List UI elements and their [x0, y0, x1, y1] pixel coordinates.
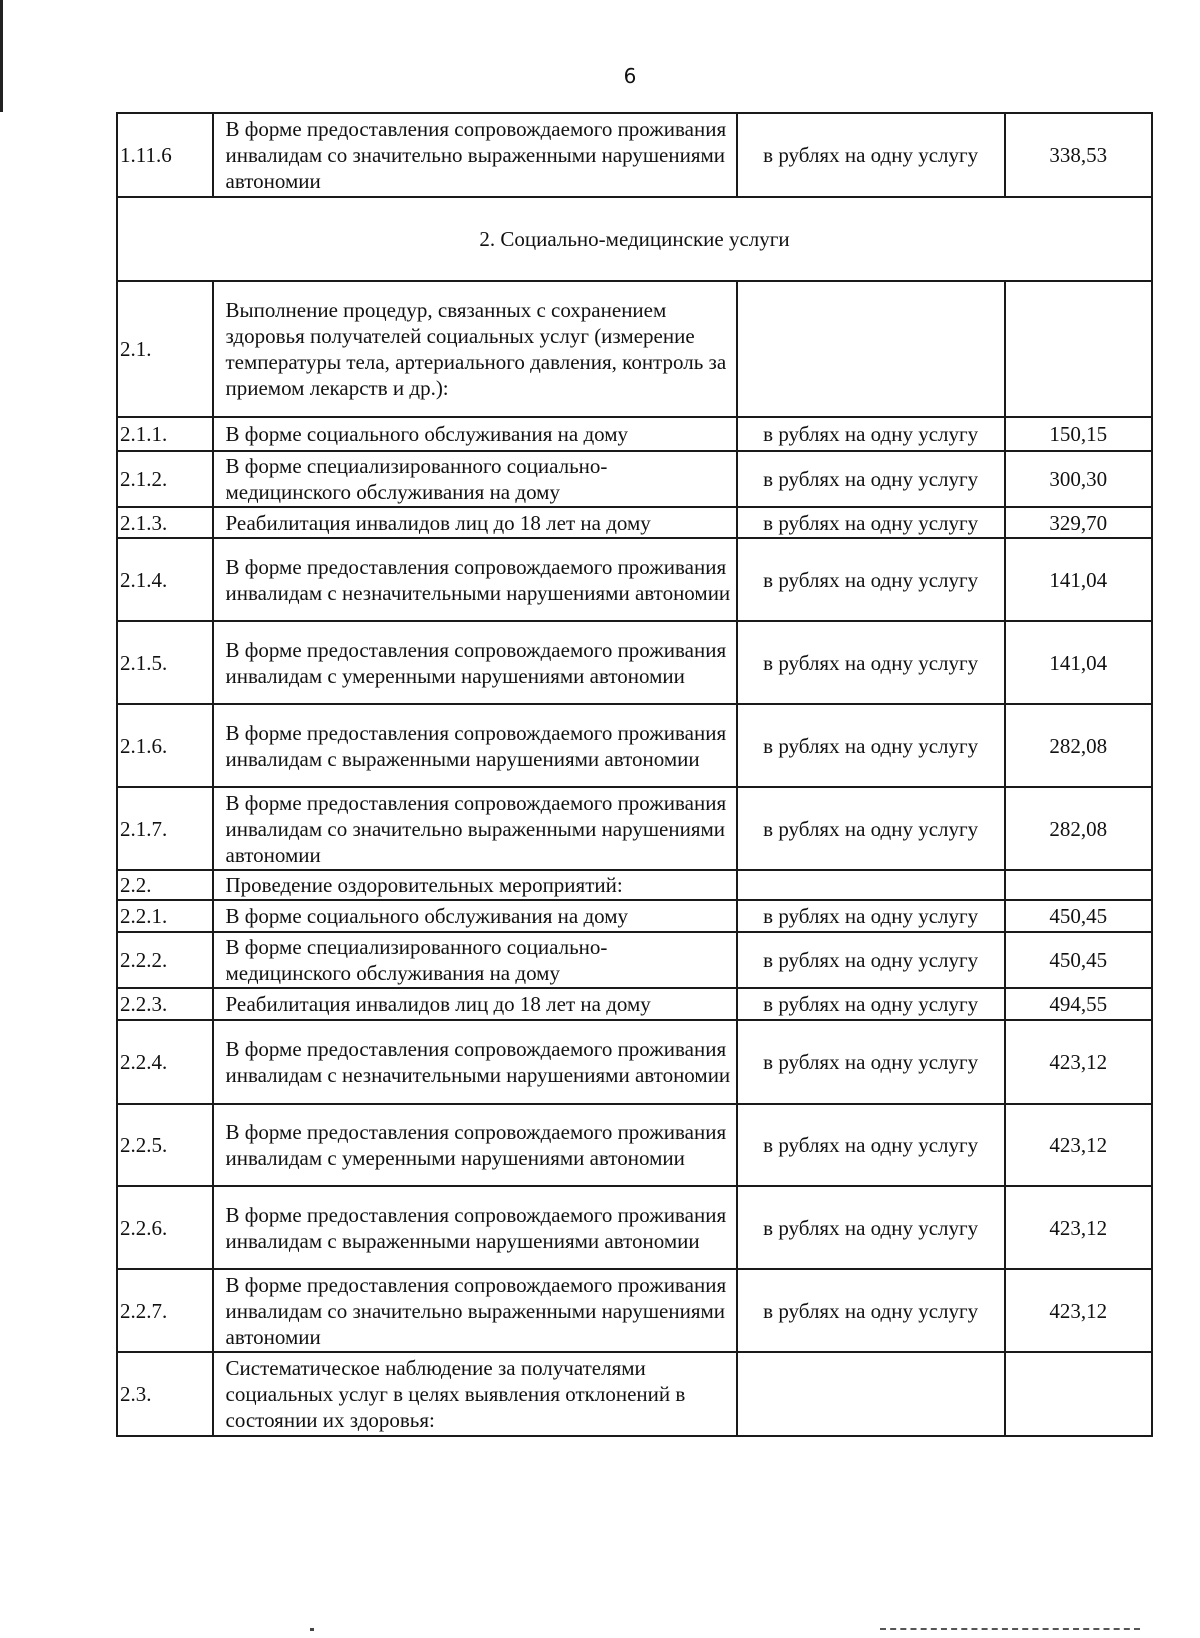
row-value: 141,04: [1005, 621, 1152, 704]
row-value: 141,04: [1005, 538, 1152, 621]
table-row: [117, 1186, 1152, 1269]
row-number: 2.2.1.: [117, 900, 213, 932]
row-number: 2.1.7.: [117, 787, 213, 870]
row-value: [1005, 1352, 1152, 1436]
row-value: 329,70: [1005, 507, 1152, 538]
row-value: 423,12: [1005, 1186, 1152, 1269]
table-body: [117, 113, 1152, 1436]
table-row: [117, 1269, 1152, 1352]
row-number: 2.1.2.: [117, 451, 213, 507]
table-row: [117, 1104, 1152, 1186]
row-description: В форме предоставления сопровождаемого проживания инвалидам с незначительными нарушениями автономии: [213, 538, 737, 621]
row-unit: в рублях на одну услугу: [737, 988, 1005, 1020]
table-row: [117, 900, 1152, 932]
table-row: [117, 417, 1152, 451]
scan-edge-mark: [0, 0, 3, 112]
row-description: В форме предоставления сопровождаемого проживания инвалидам с умеренными нарушениями автономии: [213, 1104, 737, 1186]
row-number: 1.11.6: [117, 113, 213, 197]
row-number: 2.2.5.: [117, 1104, 213, 1186]
row-number: 2.2.6.: [117, 1186, 213, 1269]
table-row: [117, 621, 1152, 704]
row-description: Реабилитация инвалидов лиц до 18 лет на дому: [213, 988, 737, 1020]
row-description: В форме предоставления сопровождаемого проживания инвалидам со значительно выраженными нарушениями автономии: [213, 787, 737, 870]
row-number: 2.3.: [117, 1352, 213, 1436]
row-unit: в рублях на одну услугу: [737, 1020, 1005, 1104]
row-unit: в рублях на одну услугу: [737, 1104, 1005, 1186]
row-description: В форме предоставления сопровождаемого проживания инвалидам со значительно выраженными нарушениями автономии: [213, 113, 737, 197]
page-number: 6: [623, 64, 637, 88]
row-description: Реабилитация инвалидов лиц до 18 лет на дому: [213, 507, 737, 538]
table-row: [117, 932, 1152, 988]
row-description: В форме социального обслуживания на дому: [213, 900, 737, 932]
row-unit: в рублях на одну услугу: [737, 932, 1005, 988]
row-value: [1005, 870, 1152, 900]
scan-artifact: [310, 1628, 314, 1631]
row-number: 2.1.1.: [117, 417, 213, 451]
row-unit: [737, 870, 1005, 900]
row-unit: в рублях на одну услугу: [737, 451, 1005, 507]
row-number: 2.2.2.: [117, 932, 213, 988]
table-row: [117, 1352, 1152, 1436]
row-description: В форме предоставления сопровождаемого проживания инвалидам с выраженными нарушениями автономии: [213, 704, 737, 787]
row-unit: в рублях на одну услугу: [737, 1269, 1005, 1352]
row-unit: в рублях на одну услугу: [737, 704, 1005, 787]
row-value: 338,53: [1005, 113, 1152, 197]
row-value: 282,08: [1005, 787, 1152, 870]
row-description: В форме предоставления сопровождаемого проживания инвалидам с выраженными нарушениями автономии: [213, 1186, 737, 1269]
row-unit: [737, 1352, 1005, 1436]
row-value: 450,45: [1005, 900, 1152, 932]
row-number: 2.2.3.: [117, 988, 213, 1020]
row-description: В форме предоставления сопровождаемого проживания инвалидам с незначительными нарушениями автономии: [213, 1020, 737, 1104]
section-title: 2. Социально-медицинские услуги: [117, 197, 1152, 281]
row-description: Систематическое наблюдение за получателями социальных услуг в целях выявления отклонений в состоянии их здоровья:: [213, 1352, 737, 1436]
row-value: [1005, 281, 1152, 417]
row-description: В форме предоставления сопровождаемого проживания инвалидам с умеренными нарушениями автономии: [213, 621, 737, 704]
row-unit: в рублях на одну услугу: [737, 621, 1005, 704]
table-row: [117, 113, 1152, 197]
row-value: 494,55: [1005, 988, 1152, 1020]
row-number: 2.1.3.: [117, 507, 213, 538]
table-row: [117, 870, 1152, 900]
row-unit: в рублях на одну услугу: [737, 1186, 1005, 1269]
table-row: [117, 704, 1152, 787]
row-number: 2.2.7.: [117, 1269, 213, 1352]
table-row: [117, 1020, 1152, 1104]
scan-artifact: [880, 1628, 1140, 1632]
table-row: [117, 281, 1152, 417]
table-row: [117, 787, 1152, 870]
table-row: [117, 988, 1152, 1020]
row-value: 423,12: [1005, 1020, 1152, 1104]
row-unit: в рублях на одну услугу: [737, 507, 1005, 538]
row-unit: в рублях на одну услугу: [737, 417, 1005, 451]
row-value: 423,12: [1005, 1269, 1152, 1352]
row-unit: в рублях на одну услугу: [737, 113, 1005, 197]
row-value: 450,45: [1005, 932, 1152, 988]
row-value: 300,30: [1005, 451, 1152, 507]
row-number: 2.1.6.: [117, 704, 213, 787]
row-unit: в рублях на одну услугу: [737, 538, 1005, 621]
row-description: Выполнение процедур, связанных с сохранением здоровья получателей социальных услуг (измерение температуры тела, артериального давления, контроль за приемом лекарств и др.):: [213, 281, 737, 417]
row-number: 2.1.5.: [117, 621, 213, 704]
table-row: [117, 451, 1152, 507]
row-description: Проведение оздоровительных мероприятий:: [213, 870, 737, 900]
row-value: 282,08: [1005, 704, 1152, 787]
table-row: [117, 538, 1152, 621]
row-number: 2.2.4.: [117, 1020, 213, 1104]
row-description: В форме специализированного социально-медицинского обслуживания на дому: [213, 451, 737, 507]
row-number: 2.1.: [117, 281, 213, 417]
row-unit: [737, 281, 1005, 417]
table-row: [117, 507, 1152, 538]
row-number: 2.1.4.: [117, 538, 213, 621]
tariff-table: [116, 112, 1153, 1437]
row-number: 2.2.: [117, 870, 213, 900]
row-unit: в рублях на одну услугу: [737, 787, 1005, 870]
row-value: 423,12: [1005, 1104, 1152, 1186]
section-row: [117, 197, 1152, 281]
row-description: В форме предоставления сопровождаемого проживания инвалидам со значительно выраженными нарушениями автономии: [213, 1269, 737, 1352]
row-description: В форме социального обслуживания на дому: [213, 417, 737, 451]
row-description: В форме специализированного социально-медицинского обслуживания на дому: [213, 932, 737, 988]
row-unit: в рублях на одну услугу: [737, 900, 1005, 932]
row-value: 150,15: [1005, 417, 1152, 451]
